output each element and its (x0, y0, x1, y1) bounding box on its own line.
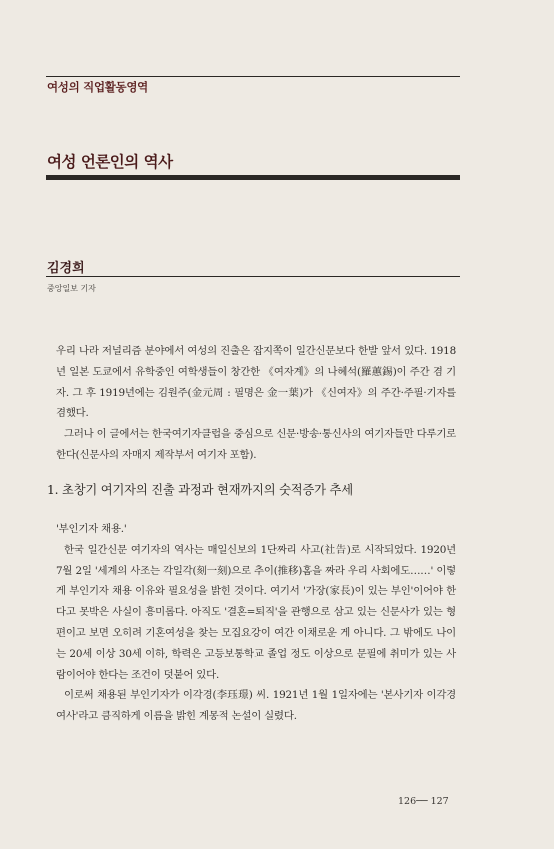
author-rule (46, 276, 460, 277)
section-body (56, 519, 456, 727)
section-heading: 1. 초창기 여기자의 진출 과정과 현재까지의 숫적증가 추세 (47, 483, 353, 497)
article-title: 여성 언론인의 역사 (47, 153, 173, 171)
intro-text (56, 341, 456, 466)
top-rule (46, 76, 460, 77)
paragraph: 그러나 이 글에서는 한국여기자클럽을 중심으로 신문·방송·통신사의 여기자들만 다루기로 한다(신문사의 자매지 제작부서 여기자 포함). (56, 428, 456, 461)
author-role: 중앙일보 기자 (47, 284, 96, 293)
paragraph: 우리 나라 저널리즘 분야에서 여성의 진출은 잡지쪽이 일간신문보다 한발 앞서 있다. 1918년 일본 도쿄에서 유학중인 여학생들이 창간한 《여자계》의 나혜석(羅蕙錫)이 주간 겸 기자. 그 후 1919년에는 김원주(金元周 : 필명은 金一葉)가 《신여자》의 주간·주필·기자를 겸했다. (56, 345, 456, 420)
paragraph: 한국 일간신문 여기자의 역사는 매일신보의 1단짜리 사고(社告)로 시작되었다. 1920년 7월 2일 '세계의 사조는 각일각(刻一刻)으로 추이(推移)홈을 짜라 우리 사회에도……' 이렇게 부인기자 채용 이유와 필요성을 밝힌 것이다. 여기서 '가장(家長)이 있는 부인'이어야 한다고 못박은 사실이 흥미롭다. 아직도 '결혼=퇴직'을 관행으로 삼고 있는 신문사가 있는 형편이고 보면 오히려 기혼여성을 찾는 모집요강이 여간 이채로운 게 아니다. 그 밖에도 나이는 20세 이상 30세 이하, 학력은 고등보통학교 졸업 정도 이상으로 문필에 취미가 있는 사람이어야 한다는 조건이 덧붙어 있다. (56, 543, 456, 681)
section-header: 여성의 직업활동영역 (47, 80, 148, 94)
page-numbers: 126── 127 (398, 796, 449, 807)
author-name: 김경희 (47, 261, 85, 276)
paragraph: 이로써 채용된 부인기자가 이각경(李珏璟) 씨. 1921년 1월 1일자에는 '본사기자 이각경 여사'라고 큼직하게 이름을 밝힌 계몽적 논설이 실렸다. (56, 689, 456, 723)
title-rule (46, 175, 460, 180)
paragraph: '부인기자 채용.' (56, 523, 127, 535)
